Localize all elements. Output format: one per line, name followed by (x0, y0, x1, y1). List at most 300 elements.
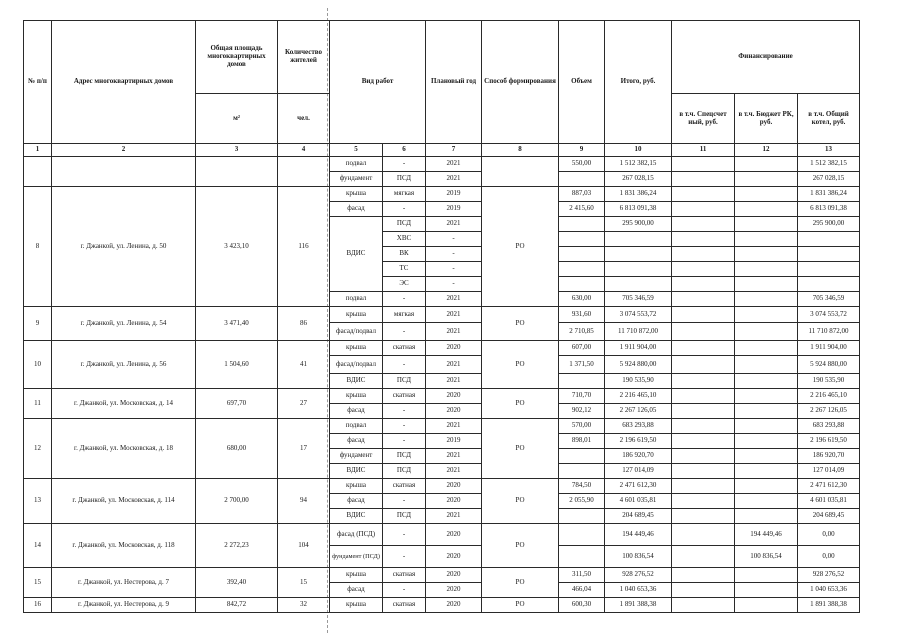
cell-material: мягкая (383, 307, 426, 323)
cell-area (196, 157, 278, 187)
cell-num: 10 (24, 341, 52, 389)
cell-special (672, 464, 735, 479)
cell-volume (559, 262, 605, 277)
cell-common: 2 196 619,50 (798, 434, 860, 449)
cell-num: 15 (24, 568, 52, 598)
cell-total: 186 920,70 (605, 449, 672, 464)
cell-work: фасад (330, 202, 383, 217)
cell-total: 1 040 653,36 (605, 583, 672, 598)
cell-work: фасад (330, 494, 383, 509)
cell-method: РО (482, 389, 559, 419)
cell-volume (559, 509, 605, 524)
cell-work: крыша (330, 187, 383, 202)
cell-budget (735, 277, 798, 292)
cell-year: 2021 (426, 307, 482, 323)
cell-method: РО (482, 568, 559, 598)
colnum: 3 (196, 144, 278, 157)
cell-num: 13 (24, 479, 52, 524)
cell-total: 100 836,54 (605, 546, 672, 568)
cell-work: фасад (330, 434, 383, 449)
cell-area: 1 504,60 (196, 341, 278, 389)
cell-material: - (383, 546, 426, 568)
header-financing: Финансирование (672, 21, 860, 94)
cell-special (672, 449, 735, 464)
cell-special (672, 277, 735, 292)
cell-work: подвал (330, 292, 383, 307)
cell-special (672, 292, 735, 307)
cell-total (605, 247, 672, 262)
cell-area: 392,40 (196, 568, 278, 598)
cell-special (672, 323, 735, 341)
cell-budget (735, 419, 798, 434)
cell-special (672, 172, 735, 187)
cell-volume (559, 232, 605, 247)
cell-work: крыша (330, 307, 383, 323)
cell-year: 2020 (426, 583, 482, 598)
cell-num: 12 (24, 419, 52, 479)
colnum: 13 (798, 144, 860, 157)
cell-volume: 466,04 (559, 583, 605, 598)
cell-common: 295 900,00 (798, 217, 860, 232)
colnum: 6 (383, 144, 426, 157)
cell-budget (735, 157, 798, 172)
header-fin-budget: в т.ч. Бюджет РК, руб. (735, 94, 798, 144)
cell-special (672, 187, 735, 202)
cell-num: 9 (24, 307, 52, 341)
cell-total: 1 831 386,24 (605, 187, 672, 202)
cell-work: крыша (330, 568, 383, 583)
cell-special (672, 598, 735, 613)
cell-work: ВДИС (330, 509, 383, 524)
cell-total: 2 471 612,30 (605, 479, 672, 494)
header-row-1 (24, 21, 860, 94)
cell-work: крыша (330, 598, 383, 613)
cell-volume: 931,60 (559, 307, 605, 323)
cell-common: 2 471 612,30 (798, 479, 860, 494)
cell-special (672, 389, 735, 404)
cell-method: РО (482, 479, 559, 524)
cell-residents: 32 (278, 598, 330, 613)
cell-volume (559, 546, 605, 568)
cell-common: 11 710 872,00 (798, 323, 860, 341)
cell-special (672, 524, 735, 546)
cell-work: ВДИС (330, 374, 383, 389)
cell-year: 2020 (426, 568, 482, 583)
cell-year: - (426, 247, 482, 262)
cell-residents: 15 (278, 568, 330, 598)
cell-work: ВДИС (330, 217, 383, 292)
header-plan-year: Плановый год (426, 21, 482, 144)
cell-budget (735, 494, 798, 509)
cell-work: крыша (330, 479, 383, 494)
cell-address: г. Джанкой, ул. Московская, д. 118 (52, 524, 196, 568)
cell-work: подвал (330, 419, 383, 434)
cell-year: - (426, 262, 482, 277)
cell-method: РО (482, 187, 559, 307)
cell-volume: 902,12 (559, 404, 605, 419)
repair-program-table (23, 20, 860, 613)
cell-method: РО (482, 307, 559, 341)
cell-total: 1 911 904,00 (605, 341, 672, 356)
cell-total (605, 262, 672, 277)
header-volume: Объем (559, 21, 605, 144)
cell-total: 267 028,15 (605, 172, 672, 187)
colnum: 1 (24, 144, 52, 157)
cell-total: 194 449,46 (605, 524, 672, 546)
cell-budget (735, 404, 798, 419)
cell-common: 0,00 (798, 524, 860, 546)
cell-volume (559, 217, 605, 232)
cell-year: 2019 (426, 187, 482, 202)
cell-residents: 86 (278, 307, 330, 341)
cell-material: ХВС (383, 232, 426, 247)
cell-volume (559, 524, 605, 546)
cell-material: ТС (383, 262, 426, 277)
cell-volume: 710,70 (559, 389, 605, 404)
cell-year: 2019 (426, 434, 482, 449)
cell-total: 4 601 035,81 (605, 494, 672, 509)
cell-total: 6 813 091,38 (605, 202, 672, 217)
cell-common: 6 813 091,38 (798, 202, 860, 217)
cell-material: скатная (383, 598, 426, 613)
cell-year: 2021 (426, 292, 482, 307)
cell-total: 5 924 880,00 (605, 356, 672, 374)
cell-volume: 630,00 (559, 292, 605, 307)
cell-volume (559, 247, 605, 262)
header-area: Общая площадь многоквартирных домов (196, 21, 278, 94)
cell-method: РО (482, 524, 559, 568)
cell-common: 1 040 653,36 (798, 583, 860, 598)
cell-volume: 607,00 (559, 341, 605, 356)
cell-material: скатная (383, 479, 426, 494)
cell-year: 2020 (426, 341, 482, 356)
cell-num (24, 157, 52, 187)
cell-budget (735, 356, 798, 374)
cell-budget (735, 583, 798, 598)
cell-address: г. Джанкой, ул. Ленина, д. 54 (52, 307, 196, 341)
cell-material: - (383, 583, 426, 598)
cell-volume: 570,00 (559, 419, 605, 434)
cell-special (672, 583, 735, 598)
cell-total: 204 689,45 (605, 509, 672, 524)
colnum: 5 (330, 144, 383, 157)
cell-total: 127 014,09 (605, 464, 672, 479)
cell-volume: 2 710,85 (559, 323, 605, 341)
cell-special (672, 546, 735, 568)
table-row (24, 419, 860, 434)
cell-common: 190 535,90 (798, 374, 860, 389)
cell-total: 2 196 619,50 (605, 434, 672, 449)
cell-volume: 2 415,60 (559, 202, 605, 217)
cell-volume: 1 371,50 (559, 356, 605, 374)
header-work-type: Вид работ (330, 21, 426, 144)
header-fin-common: в т.ч. Общий котел, руб. (798, 94, 860, 144)
cell-special (672, 232, 735, 247)
cell-work: фундамент (330, 449, 383, 464)
cell-year: 2020 (426, 546, 482, 568)
cell-material: - (383, 202, 426, 217)
cell-material: - (383, 434, 426, 449)
cell-special (672, 262, 735, 277)
cell-common: 186 920,70 (798, 449, 860, 464)
cell-common: 1 891 388,38 (798, 598, 860, 613)
cell-residents: 116 (278, 187, 330, 307)
header-total: Итого, руб. (605, 21, 672, 144)
cell-year: - (426, 277, 482, 292)
cell-common: 204 689,45 (798, 509, 860, 524)
cell-address: г. Джанкой, ул. Нестерова, д. 7 (52, 568, 196, 598)
cell-total: 2 216 465,10 (605, 389, 672, 404)
cell-common: 2 267 126,05 (798, 404, 860, 419)
cell-address: г. Джанкой, ул. Нестерова, д. 9 (52, 598, 196, 613)
cell-common: 1 831 386,24 (798, 187, 860, 202)
cell-work: фундамент (330, 172, 383, 187)
cell-year: 2019 (426, 202, 482, 217)
cell-common: 4 601 035,81 (798, 494, 860, 509)
cell-volume: 887,03 (559, 187, 605, 202)
cell-material: ПСД (383, 449, 426, 464)
cell-year: 2020 (426, 524, 482, 546)
cell-common: 1 911 904,00 (798, 341, 860, 356)
cell-common: 127 014,09 (798, 464, 860, 479)
cell-material: ПСД (383, 217, 426, 232)
cell-year: 2020 (426, 479, 482, 494)
header-fin-special: в т.ч. Спецсчет ный, руб. (672, 94, 735, 144)
cell-residents (278, 157, 330, 187)
cell-common: 705 346,59 (798, 292, 860, 307)
colnum: 12 (735, 144, 798, 157)
cell-special (672, 494, 735, 509)
colnum: 4 (278, 144, 330, 157)
cell-special (672, 434, 735, 449)
cell-material: ПСД (383, 464, 426, 479)
cell-volume (559, 449, 605, 464)
cell-year: 2021 (426, 356, 482, 374)
cell-work: фасад/подвал (330, 323, 383, 341)
cell-material: скатная (383, 568, 426, 583)
cell-method (482, 157, 559, 187)
cell-volume: 311,50 (559, 568, 605, 583)
colnum: 11 (672, 144, 735, 157)
cell-budget (735, 217, 798, 232)
cell-total (605, 277, 672, 292)
cell-material: - (383, 323, 426, 341)
cell-address: г. Джанкой, ул. Московская, д. 14 (52, 389, 196, 419)
cell-total: 705 346,59 (605, 292, 672, 307)
cell-material: - (383, 524, 426, 546)
cell-budget (735, 247, 798, 262)
cell-volume (559, 277, 605, 292)
cell-method: РО (482, 341, 559, 389)
cell-work: фундамент (ПСД) (330, 546, 383, 568)
cell-method: РО (482, 419, 559, 479)
cell-volume: 2 055,90 (559, 494, 605, 509)
cell-budget (735, 434, 798, 449)
header-residents-unit: чел. (278, 94, 330, 144)
cell-common: 1 512 382,15 (798, 157, 860, 172)
cell-residents: 94 (278, 479, 330, 524)
cell-special (672, 307, 735, 323)
cell-year: 2021 (426, 464, 482, 479)
cell-budget (735, 262, 798, 277)
cell-residents: 41 (278, 341, 330, 389)
cell-volume (559, 172, 605, 187)
cell-special (672, 217, 735, 232)
cell-budget (735, 292, 798, 307)
cell-budget (735, 341, 798, 356)
cell-year: - (426, 232, 482, 247)
cell-special (672, 509, 735, 524)
cell-budget (735, 172, 798, 187)
cell-total: 683 293,88 (605, 419, 672, 434)
cell-special (672, 419, 735, 434)
cell-area: 697,70 (196, 389, 278, 419)
cell-work: фасад (330, 404, 383, 419)
cell-budget (735, 464, 798, 479)
cell-special (672, 247, 735, 262)
cell-total (605, 232, 672, 247)
cell-num: 16 (24, 598, 52, 613)
cell-year: 2021 (426, 449, 482, 464)
cell-material: - (383, 494, 426, 509)
cell-year: 2021 (426, 509, 482, 524)
cell-residents: 17 (278, 419, 330, 479)
cell-material: мягкая (383, 187, 426, 202)
cell-year: 2021 (426, 323, 482, 341)
cell-common: 3 074 553,72 (798, 307, 860, 323)
table-row (24, 524, 860, 546)
cell-year: 2021 (426, 374, 482, 389)
cell-area: 2 700,00 (196, 479, 278, 524)
cell-material: - (383, 157, 426, 172)
cell-residents: 104 (278, 524, 330, 568)
cell-volume: 600,30 (559, 598, 605, 613)
cell-year: 2021 (426, 217, 482, 232)
cell-material: ЭС (383, 277, 426, 292)
cell-material: - (383, 356, 426, 374)
cell-special (672, 568, 735, 583)
table-row (24, 307, 860, 323)
cell-common: 928 276,52 (798, 568, 860, 583)
table-row (24, 568, 860, 583)
table-row (24, 479, 860, 494)
cell-area: 842,72 (196, 598, 278, 613)
cell-work: ВДИС (330, 464, 383, 479)
cell-common (798, 247, 860, 262)
cell-total: 11 710 872,00 (605, 323, 672, 341)
cell-material: ПСД (383, 374, 426, 389)
cell-budget (735, 509, 798, 524)
cell-total: 295 900,00 (605, 217, 672, 232)
cell-special (672, 356, 735, 374)
cell-work: подвал (330, 157, 383, 172)
cell-material: скатная (383, 389, 426, 404)
cell-volume: 784,50 (559, 479, 605, 494)
cell-year: 2020 (426, 389, 482, 404)
cell-work: фасад/подвал (330, 356, 383, 374)
cell-common: 0,00 (798, 546, 860, 568)
cell-area: 3 423,10 (196, 187, 278, 307)
cell-volume (559, 374, 605, 389)
header-address: Адрес многоквартирных домов (52, 21, 196, 144)
table-row (24, 598, 860, 613)
cell-budget (735, 568, 798, 583)
cell-total: 1 512 382,15 (605, 157, 672, 172)
cell-method: РО (482, 598, 559, 613)
cell-budget (735, 598, 798, 613)
cell-common: 5 924 880,00 (798, 356, 860, 374)
cell-common: 683 293,88 (798, 419, 860, 434)
cell-area: 680,00 (196, 419, 278, 479)
cell-budget (735, 187, 798, 202)
cell-special (672, 404, 735, 419)
cell-num: 14 (24, 524, 52, 568)
cell-material: ВК (383, 247, 426, 262)
cell-address: г. Джанкой, ул. Московская, д. 18 (52, 419, 196, 479)
cell-material: скатная (383, 341, 426, 356)
header-area-unit: м² (196, 94, 278, 144)
cell-address: г. Джанкой, ул. Ленина, д. 56 (52, 341, 196, 389)
cell-budget (735, 323, 798, 341)
cell-material: - (383, 404, 426, 419)
cell-total: 928 276,52 (605, 568, 672, 583)
colnum: 10 (605, 144, 672, 157)
cell-year: 2020 (426, 598, 482, 613)
cell-address: г. Джанкой, ул. Ленина, д. 50 (52, 187, 196, 307)
cell-material: ПСД (383, 172, 426, 187)
cell-budget (735, 374, 798, 389)
cell-address (52, 157, 196, 187)
cell-num: 8 (24, 187, 52, 307)
table-row (24, 157, 860, 172)
header-num: № п/п (24, 21, 52, 144)
cell-budget (735, 389, 798, 404)
cell-work: крыша (330, 341, 383, 356)
cell-material: - (383, 419, 426, 434)
cell-volume: 898,01 (559, 434, 605, 449)
cell-special (672, 374, 735, 389)
cell-budget (735, 449, 798, 464)
cell-num: 11 (24, 389, 52, 419)
header-residents: Количество жителей (278, 21, 330, 94)
cell-common (798, 232, 860, 247)
cell-special (672, 341, 735, 356)
cell-year: 2021 (426, 419, 482, 434)
table-row (24, 187, 860, 202)
cell-area: 2 272,23 (196, 524, 278, 568)
cell-budget: 100 836,54 (735, 546, 798, 568)
column-numbers-row (24, 144, 860, 157)
cell-budget (735, 202, 798, 217)
cell-total: 1 891 388,38 (605, 598, 672, 613)
colnum: 7 (426, 144, 482, 157)
cell-budget (735, 479, 798, 494)
cell-address: г. Джанкой, ул. Московская, д. 114 (52, 479, 196, 524)
cell-total: 190 535,90 (605, 374, 672, 389)
cell-budget: 194 449,46 (735, 524, 798, 546)
cell-work: фасад (330, 583, 383, 598)
cell-common (798, 277, 860, 292)
cell-volume (559, 464, 605, 479)
cell-common: 267 028,15 (798, 172, 860, 187)
colnum: 9 (559, 144, 605, 157)
cell-common: 2 216 465,10 (798, 389, 860, 404)
cell-total: 2 267 126,05 (605, 404, 672, 419)
cell-total: 3 074 553,72 (605, 307, 672, 323)
cell-common (798, 262, 860, 277)
cell-volume: 550,00 (559, 157, 605, 172)
cell-special (672, 479, 735, 494)
